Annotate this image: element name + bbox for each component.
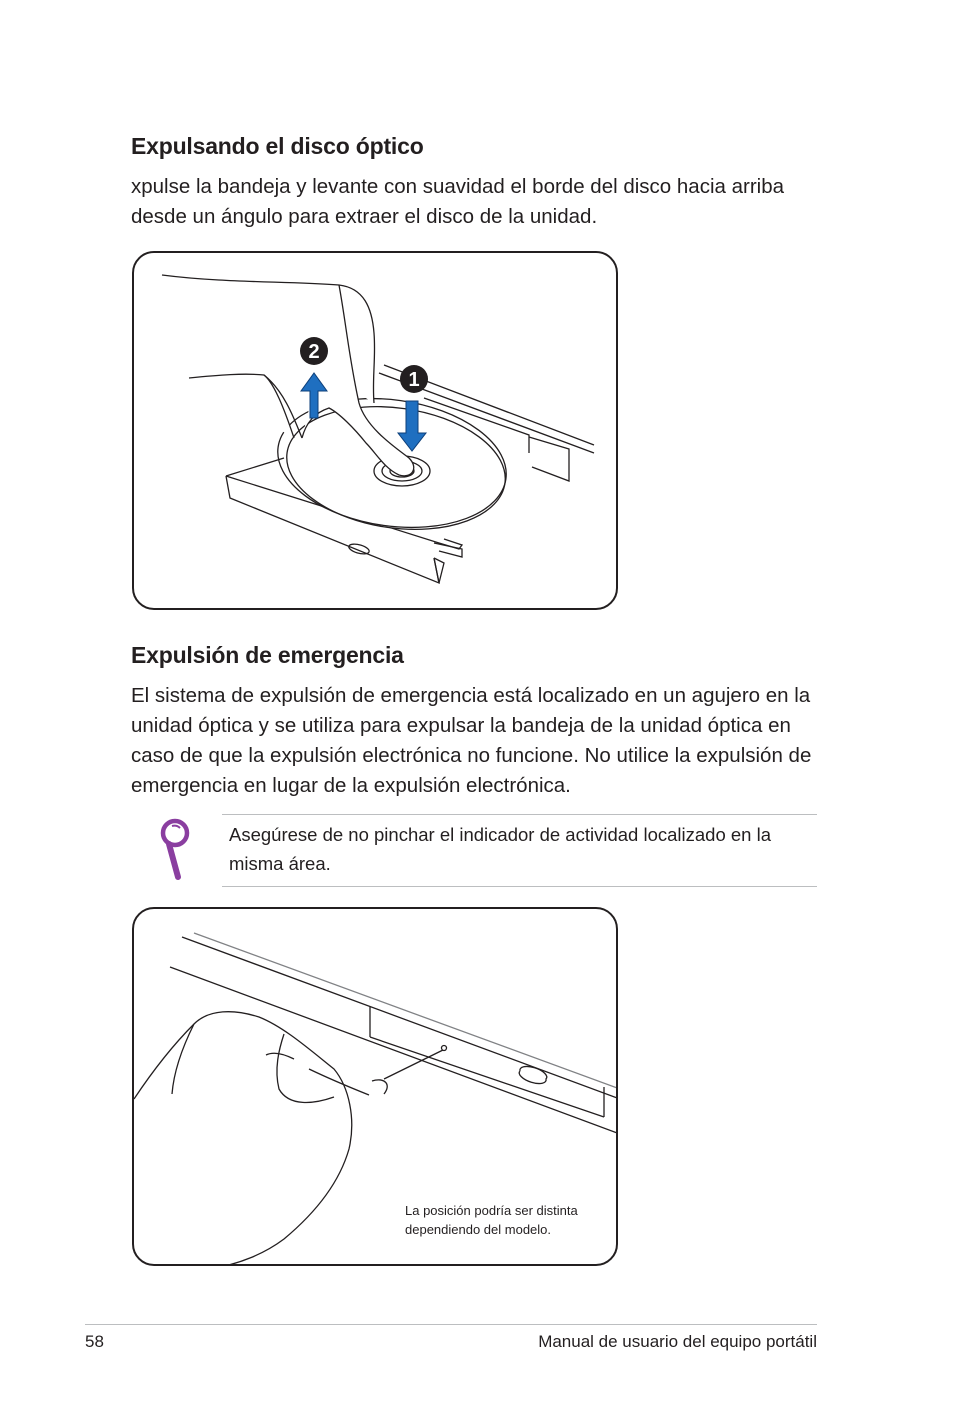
section-body-eject-disc: xpulse la bandeja y levante con suavidad el borde del disco hacia arriba desde un ángulo para extraer el disco de la unidad. (131, 175, 785, 228)
section-heading-emergency-eject: Expulsión de emergencia (131, 642, 404, 668)
figure-emergency-eject (132, 907, 618, 1266)
note-text: Asegúrese de no pinchar el indicador de actividad localizado en la misma área. (229, 824, 771, 874)
page-number: 58 (85, 1332, 104, 1351)
figure-caption: La posición podría ser distinta dependiendo del modelo. (405, 1203, 578, 1237)
note-top-rule (222, 814, 817, 815)
eject-disc-illustration (134, 253, 618, 610)
section-heading-eject-disc: Expulsando el disco óptico (131, 133, 424, 159)
figure-eject-disc (132, 251, 618, 610)
callout-2: 2 (308, 341, 320, 363)
section-body-emergency-eject: El sistema de expulsión de emergencia está localizado en un agujero en la unidad óptica y se utiliza para expulsar la bandeja de la unidad óptica en caso de que la expulsión electrónica no funcione. No utilice la expulsión de emergencia en lugar de la expulsión electrónica. (131, 684, 812, 797)
footer-rule (85, 1324, 817, 1325)
callout-1: 1 (408, 369, 420, 391)
footer-title: Manual de usuario del equipo portátil (538, 1332, 817, 1351)
magnifier-tip-icon (158, 815, 190, 883)
note-bottom-rule (222, 886, 817, 887)
